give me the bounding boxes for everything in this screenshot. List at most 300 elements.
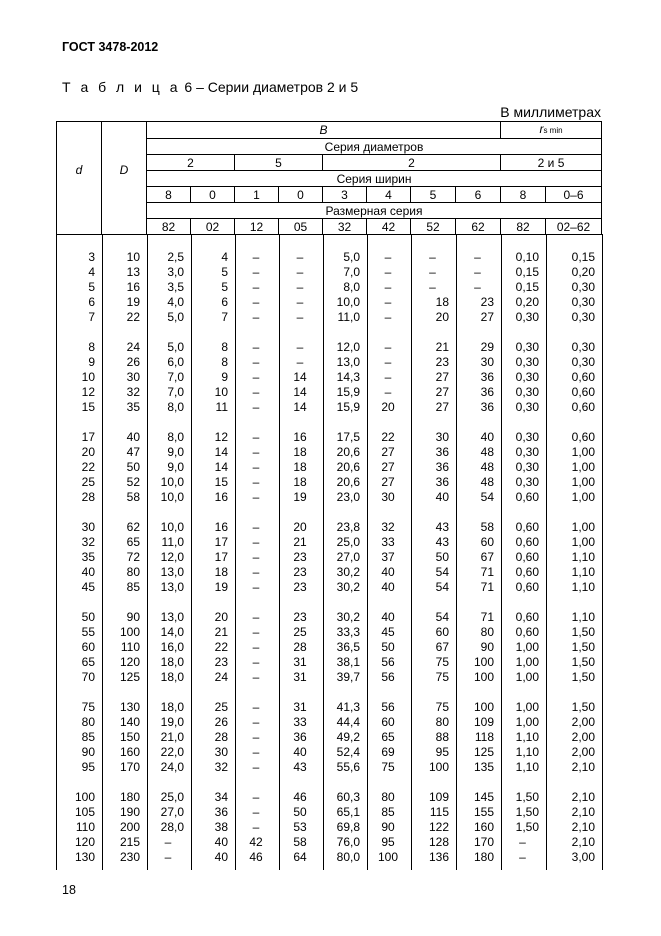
table-cell: 27,0: [336, 550, 360, 564]
table-cell: –: [252, 265, 260, 279]
header-rs-sub: s min: [543, 126, 563, 135]
table-cell: 18: [214, 565, 228, 579]
table-cell: 8,0: [167, 430, 184, 444]
table-cell: –: [252, 310, 260, 324]
table-cell: 15: [81, 400, 95, 414]
table-cell: 90: [480, 640, 494, 654]
table-cell: –: [252, 805, 260, 819]
table-cell: 170: [119, 760, 140, 774]
table-cell: 40: [480, 430, 494, 444]
table-cell: 6: [88, 295, 95, 309]
header-diam-series: 2: [147, 155, 235, 171]
table-cell: –: [296, 265, 304, 279]
table-cell: 105: [74, 805, 95, 819]
table-cell: 36: [480, 370, 494, 384]
header-dim-series: 42: [367, 219, 411, 235]
table-cell: 2,10: [571, 805, 595, 819]
table-row: [56, 820, 601, 835]
table-cell: 14,3: [336, 370, 360, 384]
table-cell: 1,50: [515, 790, 539, 804]
table-cell: 29: [480, 340, 494, 354]
table-cell: –: [252, 715, 260, 729]
table-cell: 30,2: [336, 565, 360, 579]
table-cell: 0,30: [515, 460, 539, 474]
table-cell: 95: [435, 745, 449, 759]
table-cell: 36: [480, 385, 494, 399]
group-spacer: [56, 775, 601, 790]
table-row: [56, 730, 601, 745]
table-cell: 28: [214, 730, 228, 744]
table-cell: 0,60: [515, 520, 539, 534]
table-cell: 0,30: [515, 340, 539, 354]
table-cell: 0,60: [515, 550, 539, 564]
table-cell: –: [252, 730, 260, 744]
header-rs: [501, 122, 602, 139]
table-cell: 10: [126, 250, 140, 264]
table-cell: 160: [473, 820, 494, 834]
table-cell: 76,0: [336, 835, 360, 849]
table-row: [56, 850, 601, 865]
table-cell: 15,9: [336, 400, 360, 414]
table-cell: 21: [293, 535, 307, 549]
table-cell: 58: [293, 835, 307, 849]
table-cell: 16: [214, 490, 228, 504]
table-cell: 1,50: [515, 805, 539, 819]
table-cell: 1,10: [571, 550, 595, 564]
table-cell: 40: [381, 610, 395, 624]
table-cell: 4: [221, 250, 228, 264]
table-cell: –: [384, 340, 392, 354]
table-cell: –: [252, 460, 260, 474]
table-cell: 36: [435, 445, 449, 459]
table-cell: 0,60: [571, 400, 595, 414]
table-cell: 2,00: [571, 715, 595, 729]
table-cell: –: [252, 565, 260, 579]
header-dim-series: 52: [411, 219, 456, 235]
table-cell: –: [296, 355, 304, 369]
table-cell: 7,0: [167, 385, 184, 399]
table-cell: 28: [81, 490, 95, 504]
table-cell: 50: [81, 610, 95, 624]
table-cell: 70: [81, 670, 95, 684]
table-title: [62, 79, 358, 95]
table-cell: –: [384, 250, 392, 264]
table-cell: 18: [293, 445, 307, 459]
table-cell: –: [384, 370, 392, 384]
table-cell: 35: [81, 550, 95, 564]
table-cell: 8,0: [343, 280, 360, 294]
group-spacer-cell: [56, 325, 601, 340]
table-cell: 80: [381, 790, 395, 804]
table-cell: 0,30: [515, 370, 539, 384]
table-cell: 120: [119, 655, 140, 669]
table-cell: –: [252, 640, 260, 654]
header-width-series: 0–6: [546, 187, 602, 203]
table-cell: 24,0: [160, 760, 184, 774]
table-cell: 23: [214, 655, 228, 669]
table-cell: 60,3: [336, 790, 360, 804]
table-cell: –: [252, 430, 260, 444]
table-cell: –: [252, 355, 260, 369]
table-row: [56, 400, 601, 415]
table-cell: 33: [381, 535, 395, 549]
table-cell: 25,0: [160, 790, 184, 804]
table-cell: 90: [81, 745, 95, 759]
table-cell: 5: [88, 280, 95, 294]
table-cell: 37: [381, 550, 395, 564]
table-cell: 95: [381, 835, 395, 849]
table-cell: –: [429, 265, 436, 279]
table-row: [56, 355, 601, 370]
table-cell: 100: [473, 700, 494, 714]
table-cell: 20: [214, 610, 228, 624]
table-cell: –: [384, 265, 392, 279]
group-spacer: [56, 595, 601, 610]
table-cell: 100: [473, 670, 494, 684]
table-cell: 60: [435, 625, 449, 639]
table-row: [56, 280, 601, 295]
table-cell: –: [252, 700, 260, 714]
table-row: [56, 640, 601, 655]
table-cell: –: [296, 280, 304, 294]
table-row: [56, 295, 601, 310]
table-row: [56, 460, 601, 475]
table-cell: –: [252, 745, 260, 759]
table-cell: 23: [293, 565, 307, 579]
table-cell: 43: [435, 520, 449, 534]
group-spacer-cell: [56, 505, 601, 520]
table-cell: 50: [293, 805, 307, 819]
table-cell: 47: [126, 445, 140, 459]
table-cell: 42: [249, 835, 263, 849]
header-width-series: 8: [501, 187, 546, 203]
table-cell: 18: [435, 295, 449, 309]
page-number: 18: [62, 883, 76, 897]
table-cell: 75: [381, 760, 395, 774]
table-cell: 8: [221, 340, 228, 354]
table-cell: 56: [381, 655, 395, 669]
table-row: [56, 535, 601, 550]
table-cell: –: [252, 655, 260, 669]
header-dim-series: 62: [456, 219, 501, 235]
table-cell: 36: [480, 400, 494, 414]
table-cell: 1,00: [515, 700, 539, 714]
table-cell: 12,0: [160, 550, 184, 564]
table-cell: 13,0: [160, 610, 184, 624]
table-cell: 2,00: [571, 745, 595, 759]
table-cell: 71: [480, 565, 494, 579]
table-cell: 1,50: [571, 625, 595, 639]
table-cell: 5: [221, 265, 228, 279]
table-cell: 18: [293, 475, 307, 489]
table-cell: –: [384, 280, 392, 294]
table-cell: –: [164, 835, 172, 849]
table-cell: 24: [126, 340, 140, 354]
table-cell: 55: [81, 625, 95, 639]
table-cell: 100: [377, 850, 399, 864]
header-width-series-label: Серия ширин: [147, 171, 602, 187]
header-d: d: [57, 122, 102, 219]
table-cell: 122: [428, 820, 449, 834]
table-cell: 27: [381, 445, 395, 459]
table-cell: 18,0: [160, 655, 184, 669]
table-cell: 30: [381, 490, 395, 504]
table-cell: 13,0: [160, 580, 184, 594]
table-cell: 145: [473, 790, 494, 804]
header-dim-series: 32: [323, 219, 367, 235]
table-cell: 125: [119, 670, 140, 684]
group-spacer-cell: [56, 595, 601, 610]
data-table: [56, 250, 601, 865]
table-cell: 1,00: [571, 535, 595, 549]
table-cell: 65: [381, 730, 395, 744]
table-row: [56, 625, 601, 640]
table-row: [56, 670, 601, 685]
table-cell: –: [384, 310, 392, 324]
table-cell: 1,10: [571, 580, 595, 594]
table-cell: 0,60: [515, 490, 539, 504]
table-cell: 14: [293, 400, 307, 414]
table-cell: 13: [126, 265, 140, 279]
table-cell: 10,0: [160, 475, 184, 489]
table-cell: 120: [74, 835, 95, 849]
table-cell: 25: [214, 700, 228, 714]
table-cell: –: [252, 445, 260, 459]
table-cell: –: [252, 610, 260, 624]
table-cell: 25: [293, 625, 307, 639]
table-cell: 135: [473, 760, 494, 774]
table-cell: 36: [435, 460, 449, 474]
table-cell: 27: [435, 385, 449, 399]
table-cell: 33: [293, 715, 307, 729]
table-cell: 5,0: [167, 340, 184, 354]
table-cell: –: [252, 475, 260, 489]
table-row: [56, 700, 601, 715]
table-cell: 23: [293, 610, 307, 624]
table-cell: –: [252, 370, 260, 384]
table-cell: 1,00: [515, 640, 539, 654]
table-cell: 14,0: [160, 625, 184, 639]
table-cell: –: [384, 385, 392, 399]
header-dim-series: 02–62: [546, 219, 602, 235]
table-cell: 100: [74, 790, 95, 804]
table-cell: 40: [381, 565, 395, 579]
table-cell: 40: [214, 850, 228, 864]
table-cell: 28: [293, 640, 307, 654]
header-width-series: 8: [147, 187, 191, 203]
table-cell: 80: [81, 715, 95, 729]
table-cell: –: [252, 295, 260, 309]
table-cell: 2,10: [571, 820, 595, 834]
table-cell: 125: [473, 745, 494, 759]
table-cell: 115: [429, 805, 449, 819]
table-cell: 50: [381, 640, 395, 654]
table-cell: 5,0: [167, 310, 184, 324]
table-cell: 16,0: [160, 640, 184, 654]
table-cell: 75: [435, 655, 449, 669]
table-cell: 130: [119, 700, 140, 714]
table-cell: 180: [473, 850, 494, 864]
table-cell: 100: [119, 625, 140, 639]
table-cell: 0,30: [571, 295, 595, 309]
table-cell: 180: [119, 790, 140, 804]
table-cell: 41,3: [336, 700, 360, 714]
table-cell: –: [429, 280, 436, 294]
table-cell: 0,30: [571, 280, 595, 294]
table-cell: 34: [214, 790, 228, 804]
table-cell: –: [252, 790, 260, 804]
table-cell: 33,3: [336, 625, 360, 639]
table-cell: 1,50: [571, 700, 595, 714]
table-row: [56, 265, 601, 280]
table-cell: 1,50: [571, 640, 595, 654]
table-cell: 100: [428, 760, 449, 774]
table-cell: 16: [293, 430, 307, 444]
table-cell: 1,00: [571, 475, 595, 489]
table-header: [56, 121, 602, 235]
table-cell: 26: [214, 715, 228, 729]
header-diam-series: 2: [323, 155, 501, 171]
table-cell: 2,00: [571, 730, 595, 744]
header-width-series: 0: [191, 187, 235, 203]
table-cell: 1,10: [515, 745, 539, 759]
table-cell: 0,60: [515, 580, 539, 594]
table-cell: 60: [81, 640, 95, 654]
table-cell: 62: [126, 520, 140, 534]
table-cell: 39,7: [336, 670, 360, 684]
table-cell: –: [384, 295, 392, 309]
table-cell: 190: [119, 805, 140, 819]
table-cell: –: [384, 355, 392, 369]
header-width-series: 3: [323, 187, 367, 203]
table-cell: 0,20: [571, 265, 595, 279]
table-cell: 22: [81, 460, 95, 474]
table-cell: 14: [293, 385, 307, 399]
table-cell: –: [252, 280, 260, 294]
table-cell: 36,5: [336, 640, 360, 654]
table-cell: 56: [381, 670, 395, 684]
table-cell: 0,60: [515, 625, 539, 639]
table-cell: 90: [381, 820, 395, 834]
table-cell: 85: [81, 730, 95, 744]
table-cell: –: [252, 820, 260, 834]
table-cell: 7,0: [343, 265, 360, 279]
group-spacer: [56, 685, 601, 700]
header-rs-main: r: [539, 122, 544, 136]
table-cell: 17,5: [336, 430, 360, 444]
group-spacer-cell: [56, 775, 601, 790]
table-cell: 54: [435, 565, 449, 579]
table-cell: 30: [480, 355, 494, 369]
table-cell: 35: [126, 400, 140, 414]
table-cell: 43: [293, 760, 307, 774]
table-cell: 27: [435, 400, 449, 414]
table-cell: 0,60: [515, 565, 539, 579]
header-D: D: [102, 122, 147, 219]
table-cell: –: [252, 580, 260, 594]
table-cell: –: [296, 250, 304, 264]
table-row: [56, 610, 601, 625]
table-cell: –: [474, 250, 481, 264]
table-cell: 43: [435, 535, 449, 549]
table-cell: 49,2: [336, 730, 360, 744]
table-cell: 18,0: [160, 700, 184, 714]
table-cell: –: [252, 670, 260, 684]
table-cell: 17: [81, 430, 95, 444]
table-cell: 30: [214, 745, 228, 759]
header-diam-series: 2 и 5: [501, 155, 602, 171]
table-cell: 0,30: [571, 355, 595, 369]
table-cell: 2,10: [571, 835, 595, 849]
table-cell: 54: [435, 610, 449, 624]
table-cell: 0,60: [515, 535, 539, 549]
table-cell: 48: [480, 445, 494, 459]
table-cell: 44,4: [336, 715, 360, 729]
table-cell: 23: [480, 295, 494, 309]
table-cell: 1,50: [571, 670, 595, 684]
table-cell: 23: [293, 550, 307, 564]
table-row: [56, 565, 601, 580]
table-cell: 2,5: [167, 250, 184, 264]
table-cell: 25,0: [336, 535, 360, 549]
header-dim-series: 02: [191, 219, 235, 235]
table-cell: 17: [214, 535, 228, 549]
table-row: [56, 385, 601, 400]
table-cell: 40: [435, 490, 449, 504]
table-cell: –: [429, 250, 436, 264]
table-cell: 5,0: [343, 250, 360, 264]
table-cell: 7: [88, 310, 95, 324]
table-cell: 85: [126, 580, 140, 594]
table-cell: 65,1: [336, 805, 360, 819]
table-cell: 54: [435, 580, 449, 594]
table-cell: 18,0: [160, 670, 184, 684]
table-cell: 10,0: [336, 295, 360, 309]
table-cell: 18: [293, 460, 307, 474]
table-row: [56, 550, 601, 565]
table-cell: 27: [381, 460, 395, 474]
header-dim-series: 82: [501, 219, 546, 235]
table-cell: 31: [293, 655, 307, 669]
table-cell: 19: [293, 490, 307, 504]
header-width-series: 1: [235, 187, 279, 203]
table-row: [56, 445, 601, 460]
table-cell: 24: [214, 670, 228, 684]
table-cell: 9: [88, 355, 95, 369]
table-cell: 15,9: [336, 385, 360, 399]
table-cell: –: [252, 385, 260, 399]
table-cell: –: [252, 625, 260, 639]
table-cell: 0,20: [515, 295, 539, 309]
table-cell: –: [252, 400, 260, 414]
table-cell: 64: [293, 850, 307, 864]
table-cell: 80: [435, 715, 449, 729]
table-cell: 4: [88, 265, 95, 279]
table-cell: 46: [293, 790, 307, 804]
table-cell: 0,15: [515, 265, 539, 279]
table-cell: 16: [214, 520, 228, 534]
table-cell: 52: [126, 475, 140, 489]
table-cell: 36: [214, 805, 228, 819]
table-cell: 9,0: [167, 445, 184, 459]
table-cell: 36: [293, 730, 307, 744]
table-cell: 130: [74, 850, 95, 864]
table-cell: 53: [293, 820, 307, 834]
table-row: [56, 370, 601, 385]
table-cell: 10,0: [160, 520, 184, 534]
header-dim-series: 05: [279, 219, 323, 235]
table-cell: 100: [473, 655, 494, 669]
